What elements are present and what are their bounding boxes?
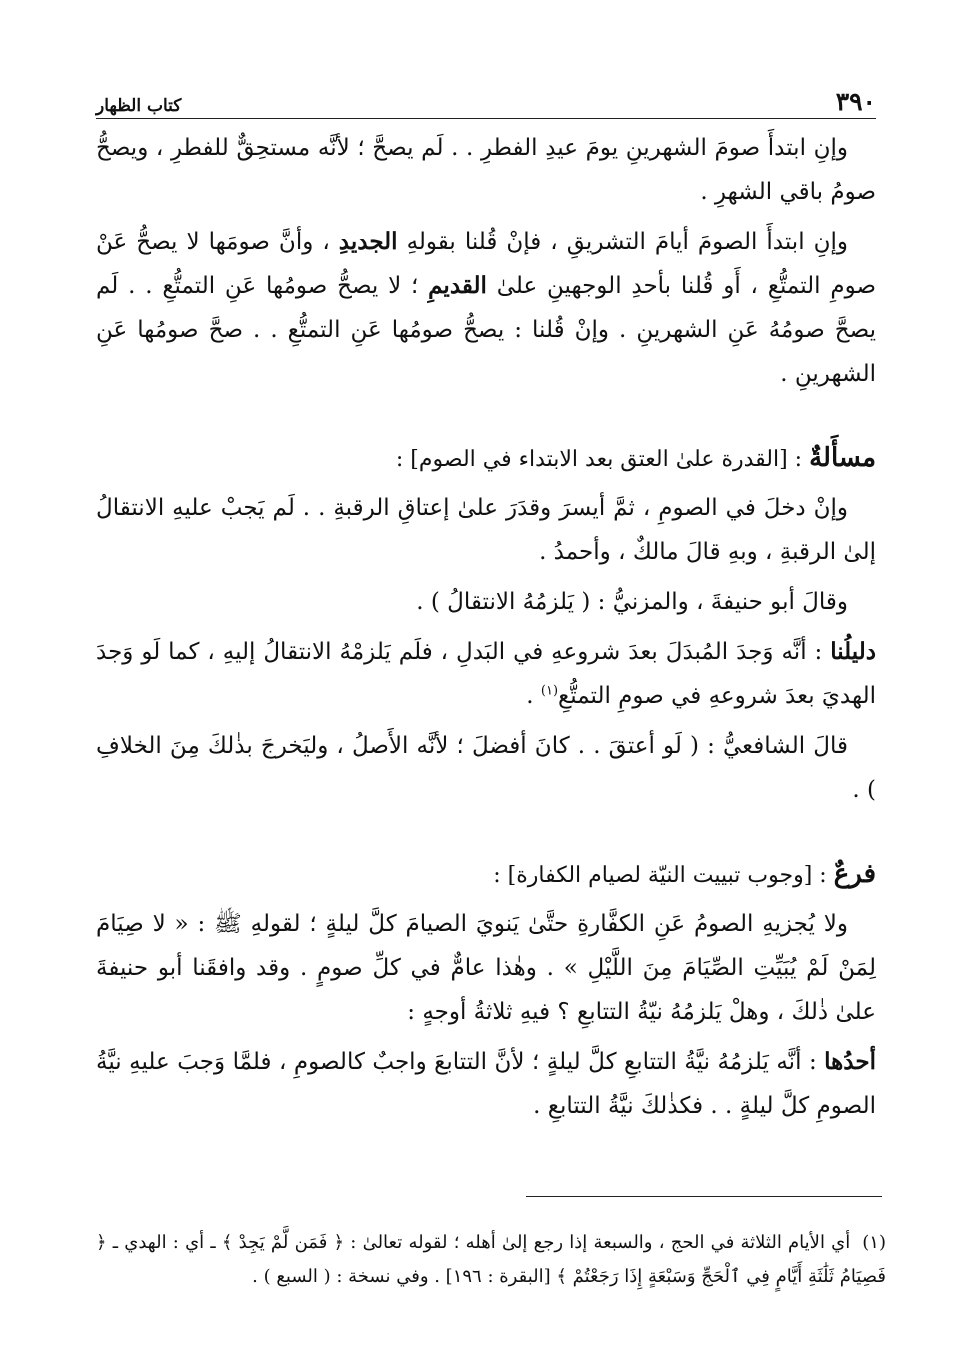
keyword-new-school: الجديدِ <box>338 228 398 255</box>
footnote-marker: (١) <box>862 1232 886 1253</box>
running-title: كتاب الظهار <box>96 96 182 116</box>
paragraph-text: : أنَّه وَجدَ المُبدَلَ بعدَ شروعهِ في البَدلِ ، فلَم يَلزمْهُ الانتقالُ إليهِ ، كما لَو وَجدَ الهديَ بعدَ شروعهِ في صومِ التمتُّعِ <box>96 639 876 709</box>
main-text <box>96 126 876 1134</box>
footnote-reference[interactable]: (١) <box>540 683 559 699</box>
paragraph-first-view <box>96 1040 876 1128</box>
paragraph-text: قالَ الشافعيُّ : ( لَو أعتقَ . . كانَ أفضلَ ؛ لأنَّه الأَصلُ ، وليَخرجَ بذٰلكَ مِنَ الخلافِ ) . <box>96 733 876 803</box>
paragraph-text: وإنِ ابتدأَ الصومَ أيامَ التشريقِ ، فإنْ قُلنا بقولهِ <box>397 229 848 255</box>
paragraph-text: وإنِ ابتدأَ صومَ الشهرينِ يومَ عيدِ الفطرِ . . لَم يصحَّ ؛ لأنَّه مستحِقٌّ للفطرِ ، ويصحُّ صومُ باقي الشهرِ . <box>96 135 876 205</box>
heading-title: : [القدرة علىٰ العتق بعد الابتداء في الصوم] : <box>395 447 810 472</box>
paragraph-eid-fast <box>96 126 876 214</box>
paragraph-text: . <box>526 683 541 709</box>
footnote-item <box>96 1226 886 1294</box>
paragraph-text: ، وأنَّ صومَها لا يصحُّ عَنْ صومِ التمتُّعِ ، أَو قُلنا بأحدِ الوجهينِ علىٰ <box>96 229 876 299</box>
heading-title: : [وجوب تبييت النيّة لصيام الكفارة] : <box>493 863 834 888</box>
footnote-text: أي الأيام الثلاثة في الحج ، والسبعة إذا رجع إلىٰ أهله ؛ لقوله تعالىٰ : ﴿ فَمَن لَّمْ يَجِدْ ﴾ ـ أي : الهدي ـ ﴿ فَصِيَامُ ثَلَٰثَةِ أَيَّامٍ فِي ٱلْحَجِّ وَسَبْعَةٍ إِذَا رَجَعْتُمْ ﴾ [البقرة : ١٩٦] . وفي نسخة : ( السبع ) . <box>96 1232 886 1287</box>
paragraph-text: ؛ لا يصحُّ صومُها عَنِ التمتُّعِ . . لَم يصحَّ صومُهُ عَنِ الشهرينِ . وإنْ قُلنا : يصحُّ صومُها عَنِ التمتُّعِ . . صحَّ صومُها عَنِ الشهرينِ . <box>96 273 876 387</box>
lead-keyword: دليلُنا <box>830 638 876 665</box>
paragraph-text: : أنَّه يَلزمُهُ نيَّةُ التتابعِ كلَّ ليلةٍ ؛ لأنَّ التتابعَ واجبٌ كالصومِ ، فلمَّا وَجبَ عليهِ نيَّةُ الصومِ كلَّ ليلةٍ . . فكذٰلكَ نيَّةُ التتابعِ . <box>96 1049 876 1119</box>
paragraph-intention <box>96 902 876 1034</box>
paragraph-text: وإنْ دخلَ في الصومِ ، ثمَّ أيسرَ وقدَرَ علىٰ إعتاقِ الرقبةِ . . لَم يَجبْ عليهِ الانتقالُ إلىٰ الرقبةِ ، وبهِ قالَ مالكٌ ، وأحمدُ . <box>96 495 876 565</box>
heading-keyword: مسأَلةٌ <box>809 443 876 473</box>
paragraph-text: ولا يُجزيهِ الصومُ عَنِ الكفَّارةِ حتَّىٰ يَنويَ الصيامَ كلَّ ليلةٍ ؛ لقولهِ ﷺ : « لا صِيَامَ لِمَنْ لَمْ يُبَيِّتِ الصِّيَامَ مِنَ اللَّيْلِ » . وهٰذا عامٌّ في كلِّ صومٍ . وقد وافقَنا أبو حنيفةَ علىٰ ذٰلكَ ، وهلْ يَلزمُهُ نيّةُ التتابعِ ؟ فيهِ ثلاثةُ أوجهٍ : <box>96 911 876 1025</box>
paragraph-dalil <box>96 630 876 718</box>
paragraph-start-fast <box>96 486 876 574</box>
header-divider <box>96 118 876 119</box>
paragraph-text: وقالَ أبو حنيفةَ ، والمزنيُّ : ( يَلزمُهُ الانتقالُ ) . <box>416 589 848 615</box>
page-header <box>96 80 876 116</box>
paragraph-shafii <box>96 724 876 812</box>
page-number: ٣٩٠ <box>835 87 876 116</box>
paragraph-tashriq <box>96 220 876 396</box>
paragraph-abu-hanifa <box>96 580 876 624</box>
footnotes <box>96 1226 886 1294</box>
section-heading-masala <box>96 436 876 482</box>
section-heading-far <box>96 852 876 898</box>
lead-keyword: أحدُها <box>824 1048 876 1075</box>
keyword-old-school: القديمِ <box>428 272 487 299</box>
heading-keyword: فرعٌ <box>833 859 876 889</box>
footnote-divider <box>526 1196 882 1197</box>
